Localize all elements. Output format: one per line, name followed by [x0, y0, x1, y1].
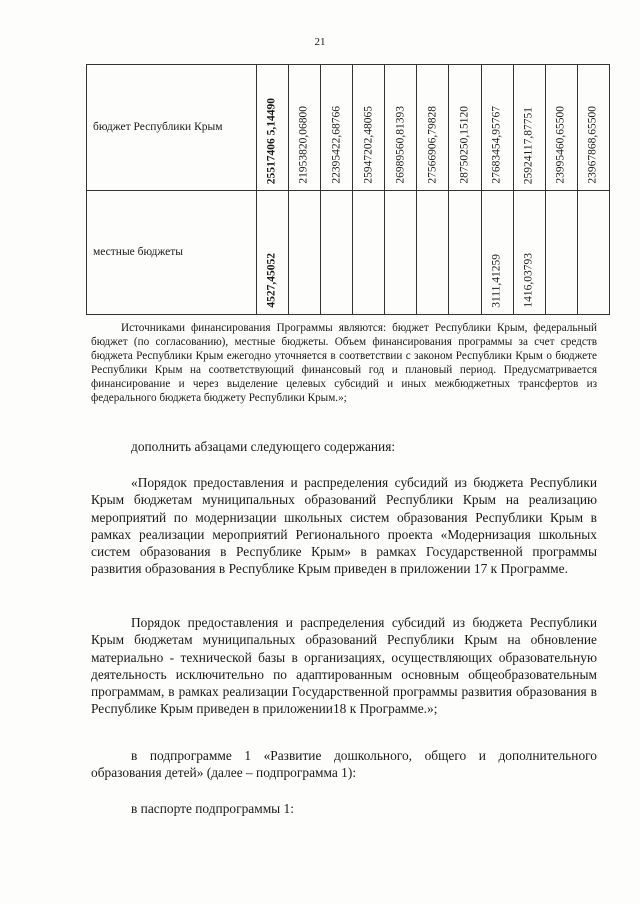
table-cell	[545, 65, 577, 191]
table-cell	[481, 65, 513, 191]
cell-value: 3111,41259	[490, 254, 503, 308]
table-cell	[513, 191, 545, 315]
table-cell	[513, 65, 545, 191]
table-cell	[417, 191, 449, 315]
cell-value: 26989560,81393	[393, 106, 406, 184]
page-number: 21	[314, 36, 326, 48]
cell-value: 23995460,65500	[554, 106, 567, 184]
paragraph-supplement: дополнить абзацами следующего содержания:	[131, 439, 396, 454]
paragraph-passport: в паспорте подпрограммы 1:	[131, 801, 294, 816]
cell-value: 28750250,15120	[458, 106, 471, 184]
table-cell	[545, 191, 577, 315]
table-cell	[449, 191, 481, 315]
table-cell	[320, 191, 352, 315]
table-cell	[256, 65, 288, 191]
table-cell	[577, 191, 609, 315]
table-cell	[385, 191, 417, 315]
table-cell	[577, 65, 609, 191]
cell-value: 27683454,95767	[490, 106, 503, 184]
paragraph-subprogram: в подпрограмме 1 «Развитие дошкольного, общего и дополнительного образования детей» (далее – подпрограмма 1):	[91, 748, 597, 781]
table-cell	[449, 65, 481, 191]
cell-value: 23967868,65500	[586, 106, 599, 184]
cell-value: 4527,45052	[265, 253, 278, 308]
cell-value: 1416,03793	[522, 253, 535, 308]
row-label: бюджет Республики Крым	[87, 65, 257, 191]
cell-value: 27566906,79828	[426, 106, 439, 184]
table-cell	[256, 191, 288, 315]
table-cell	[353, 65, 385, 191]
table-row	[87, 65, 610, 191]
financing-table	[86, 64, 610, 315]
table-row	[87, 191, 610, 315]
row-label: местные бюджеты	[87, 191, 257, 315]
cell-value: 21953820,06800	[297, 106, 310, 184]
paragraph-sources: Источниками финансирования Программы являются: бюджет Республики Крым, федеральный бюджет (по согласованию), местные бюджеты. Объем финансирования программы за счет средств бюджета Республики Крым ежегодно уточняется в соответствии с законом Республики Крым о бюджете Республики Крым на соответствующий финансовый год и плановый период. Предусматривается финансирование и через выделение целевых субсидий и иных межбюджетных трансфертов из федерального бюджета бюджету Республики Крым.»;	[91, 322, 597, 404]
cell-value: 22395422,68766	[329, 106, 342, 184]
table-cell	[481, 191, 513, 315]
cell-value: 25924117,87751	[522, 106, 535, 184]
table-cell	[320, 65, 352, 191]
cell-value: 25517406 5,14490	[265, 97, 278, 184]
table-cell	[288, 65, 320, 191]
paragraph-order-1: «Порядок предоставления и распределения субсидий из бюджета Республики Крым бюджетам муниципальных образований Республики Крым на реализацию мероприятий по модернизации школьных систем образования Республики Крым в рамках реализации мероприятий Регионального проекта «Модернизация школьных систем образования в Республике Крым» в рамках Государственной программы развития образования в Республике Крым приведен в приложении 17 к Программе.	[91, 475, 597, 577]
cell-value: 25947202,48065	[361, 106, 374, 184]
table-cell	[288, 191, 320, 315]
table-cell	[353, 191, 385, 315]
paragraph-order-2: Порядок предоставления и распределения субсидий из бюджета Республики Крым бюджетам муниципальных образований Республики Крым на обновление материально - технической базы в организациях, осуществляющих образовательную деятельность исключительно по адаптированным основным общеобразовательным программам, в рамках реализации Государственной программы развития образования в Республике Крым приведен в приложении18 к Программе.»;	[91, 615, 597, 717]
table-cell	[385, 65, 417, 191]
table-cell	[417, 65, 449, 191]
